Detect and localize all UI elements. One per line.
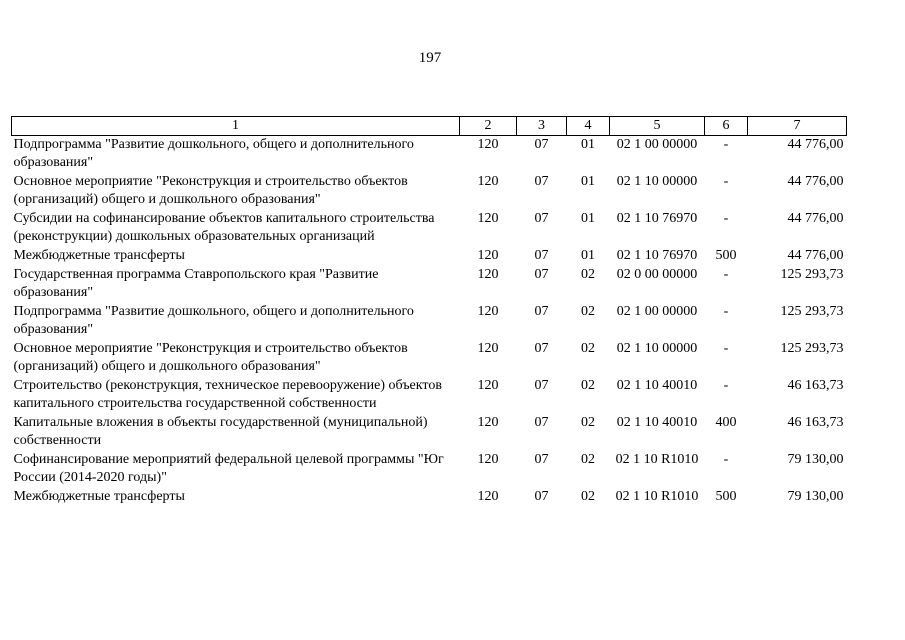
page-number: 197 (418, 50, 442, 66)
row-col-4: 01 (581, 174, 595, 189)
row-name: Капитальные вложения в объекты государственной (муниципальной) собственности (13, 415, 428, 448)
row-name: Строительство (реконструкция, техническое перевооружение) объектов капитального строительства государственной собственности (13, 378, 442, 411)
table-row (12, 303, 847, 340)
row-col-4: 02 (581, 378, 595, 393)
row-amount: 125 293,73 (780, 267, 844, 282)
row-amount: 79 130,00 (787, 452, 844, 467)
table-row (12, 451, 847, 488)
row-col-6: - (723, 211, 729, 226)
row-col-4: 02 (581, 341, 595, 356)
row-amount: 46 163,73 (787, 378, 844, 393)
row-col-4: 02 (581, 267, 595, 282)
row-col-3: 07 (534, 378, 549, 393)
column-header-5: 5 (610, 117, 705, 136)
row-col-4: 01 (581, 137, 595, 152)
row-amount: 44 776,00 (787, 248, 844, 263)
table-row (12, 136, 847, 174)
row-col-6: - (723, 452, 729, 467)
row-col-3: 07 (534, 452, 549, 467)
column-header-4: 4 (567, 117, 610, 136)
row-col-2: 120 (477, 174, 499, 189)
row-col-6: - (723, 341, 729, 356)
row-col-5: 02 1 00 00000 (616, 137, 698, 152)
row-col-2: 120 (477, 415, 499, 430)
row-col-6: - (723, 304, 729, 319)
row-col-5: 02 1 10 76970 (616, 248, 698, 263)
row-col-4: 02 (581, 415, 595, 430)
row-col-3: 07 (534, 304, 549, 319)
column-header-1: 1 (12, 117, 460, 136)
row-col-3: 07 (534, 415, 549, 430)
row-col-5: 02 1 10 R1010 (615, 452, 699, 467)
row-col-3: 07 (534, 489, 549, 504)
row-name: Межбюджетные трансферты (13, 248, 185, 263)
row-amount: 125 293,73 (780, 341, 844, 356)
row-name: Субсидии на софинансирование объектов капитального строительства (реконструкции) дошкольных образовательных организаций (13, 211, 435, 244)
row-name: Подпрограмма "Развитие дошкольного, общего и дополнительного образования" (13, 137, 414, 170)
column-header-3: 3 (517, 117, 567, 136)
row-col-5: 02 1 10 40010 (616, 378, 698, 393)
row-col-2: 120 (477, 248, 499, 263)
row-col-2: 120 (477, 267, 499, 282)
row-col-4: 01 (581, 248, 595, 263)
row-col-3: 07 (534, 211, 549, 226)
row-col-2: 120 (477, 452, 499, 467)
table-row (12, 488, 847, 507)
row-amount: 44 776,00 (787, 137, 844, 152)
table-row (12, 340, 847, 377)
row-name: Основное мероприятие "Реконструкция и строительство объектов (организаций) общего и дошкольного образования" (13, 174, 408, 207)
row-col-2: 120 (477, 211, 499, 226)
row-col-3: 07 (534, 341, 549, 356)
row-col-4: 02 (581, 304, 595, 319)
row-col-2: 120 (477, 341, 499, 356)
row-col-3: 07 (534, 267, 549, 282)
row-col-2: 120 (477, 137, 499, 152)
row-amount: 44 776,00 (787, 174, 844, 189)
row-col-5: 02 1 10 76970 (616, 211, 698, 226)
table-row (12, 377, 847, 414)
budget-table (11, 116, 847, 507)
row-amount: 44 776,00 (787, 211, 844, 226)
row-col-5: 02 1 10 R1010 (615, 489, 699, 504)
row-amount: 46 163,73 (787, 415, 844, 430)
row-col-2: 120 (477, 378, 499, 393)
row-name: Основное мероприятие "Реконструкция и строительство объектов (организаций) общего и дошкольного образования" (13, 341, 408, 374)
table-row (12, 210, 847, 247)
column-header-2: 2 (460, 117, 517, 136)
row-col-6: - (723, 378, 729, 393)
row-amount: 125 293,73 (780, 304, 844, 319)
table-row (12, 414, 847, 451)
row-col-5: 02 1 00 00000 (616, 304, 698, 319)
row-col-6: 500 (715, 489, 737, 504)
table-row (12, 173, 847, 210)
row-col-2: 120 (477, 489, 499, 504)
row-name: Софинансирование мероприятий федеральной целевой программы "Юг России (2014-2020 годы)" (13, 452, 444, 485)
row-col-6: - (723, 137, 729, 152)
table-row (12, 247, 847, 266)
row-amount: 79 130,00 (787, 489, 844, 504)
row-col-5: 02 1 10 00000 (616, 174, 698, 189)
row-col-6: 400 (715, 415, 737, 430)
row-col-3: 07 (534, 174, 549, 189)
row-name: Государственная программа Ставропольского края "Развитие образования" (13, 267, 379, 300)
column-header-7: 7 (748, 117, 847, 136)
row-col-4: 02 (581, 489, 595, 504)
row-col-2: 120 (477, 304, 499, 319)
row-name: Подпрограмма "Развитие дошкольного, общего и дополнительного образования" (13, 304, 414, 337)
row-col-6: 500 (715, 248, 737, 263)
row-col-6: - (723, 267, 729, 282)
row-col-5: 02 1 10 40010 (616, 415, 698, 430)
row-col-6: - (723, 174, 729, 189)
row-name: Межбюджетные трансферты (13, 489, 185, 504)
row-col-4: 02 (581, 452, 595, 467)
row-col-5: 02 1 10 00000 (616, 341, 698, 356)
row-col-4: 01 (581, 211, 595, 226)
row-col-3: 07 (534, 137, 549, 152)
table-row (12, 266, 847, 303)
column-header-6: 6 (705, 117, 748, 136)
table-header-row (12, 117, 847, 136)
row-col-5: 02 0 00 00000 (616, 267, 698, 282)
row-col-3: 07 (534, 248, 549, 263)
